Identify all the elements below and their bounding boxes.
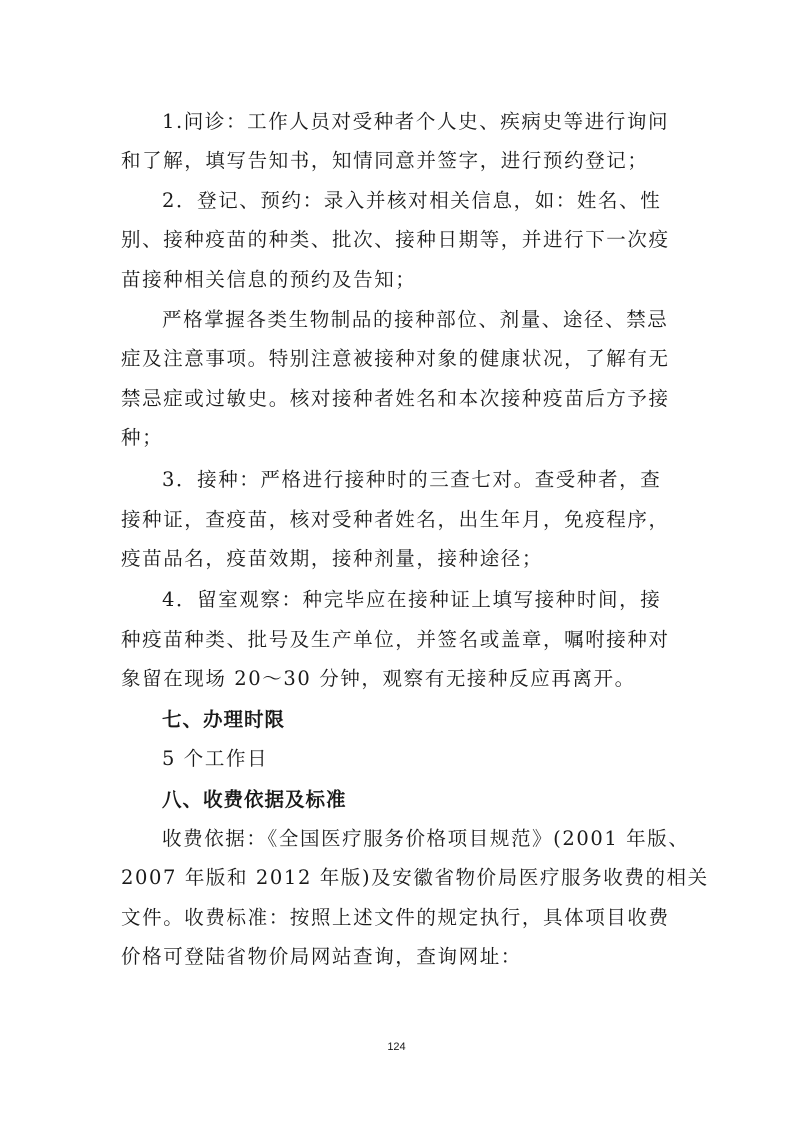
fee-basis-line-4: 价格可登陆省物价局网站查询，查询网址： <box>121 945 522 968</box>
paragraph-observation-line-1: 4．留室观察：种完毕应在接种证上填写接种时间，接 <box>162 588 662 611</box>
paragraph-registration-line-3: 苗接种相关信息的预约及告知； <box>121 268 417 291</box>
fee-basis-line-3: 文件。收费标准：按照上述文件的规定执行，具体项目收费 <box>121 906 670 929</box>
paragraph-contraindication-line-3: 禁忌症或过敏史。核对接种者姓名和本次接种疫苗后方予接 <box>121 387 670 410</box>
paragraph-vaccination-line-3: 疫苗品名，疫苗效期，接种剂量，接种途径； <box>121 547 544 570</box>
paragraph-contraindication-line-2: 症及注意事项。特别注意被接种对象的健康状况，了解有无 <box>121 347 670 370</box>
section-heading-fee-basis: 八、收费依据及标准 <box>162 788 347 811</box>
page-number: 124 <box>387 1041 406 1053</box>
paragraph-registration-line-2: 别、接种疫苗的种类、批次、接种日期等，并进行下一次疫 <box>121 228 670 251</box>
fee-basis-line-1: 收费依据：《全国医疗服务价格项目规范》(2001 年版、 <box>162 827 690 850</box>
paragraph-observation-line-2: 种疫苗种类、批号及生产单位，并签名或盖章，嘱咐接种对 <box>121 628 670 651</box>
fee-basis-line-2: 2007 年版和 2012 年版)及安徽省物价局医疗服务收费的相关 <box>121 866 709 889</box>
paragraph-contraindication-line-1: 严格掌握各类生物制品的接种部位、剂量、途径、禁忌 <box>162 308 669 331</box>
paragraph-contraindication-line-4: 种； <box>121 426 164 449</box>
processing-time-text: 5 个工作日 <box>162 747 269 770</box>
paragraph-observation-line-3: 象留在现场 20～30 分钟，观察有无接种反应再离开。 <box>121 667 636 690</box>
paragraph-inquiry-line-2: 和了解，填写告知书，知情同意并签字，进行预约登记； <box>121 149 649 172</box>
section-heading-processing-time: 七、办理时限 <box>162 708 286 731</box>
paragraph-inquiry-line-1: 1.问诊：工作人员对受种者个人史、疾病史等进行询问 <box>162 110 670 133</box>
paragraph-vaccination-line-2: 接种证，查疫苗，核对受种者姓名，出生年月，免疫程序， <box>121 508 670 531</box>
paragraph-registration-line-1: 2．登记、预约：录入并核对相关信息，如：姓名、性 <box>162 189 662 212</box>
paragraph-vaccination-line-1: 3．接种：严格进行接种时的三查七对。查受种者，查 <box>162 468 662 491</box>
